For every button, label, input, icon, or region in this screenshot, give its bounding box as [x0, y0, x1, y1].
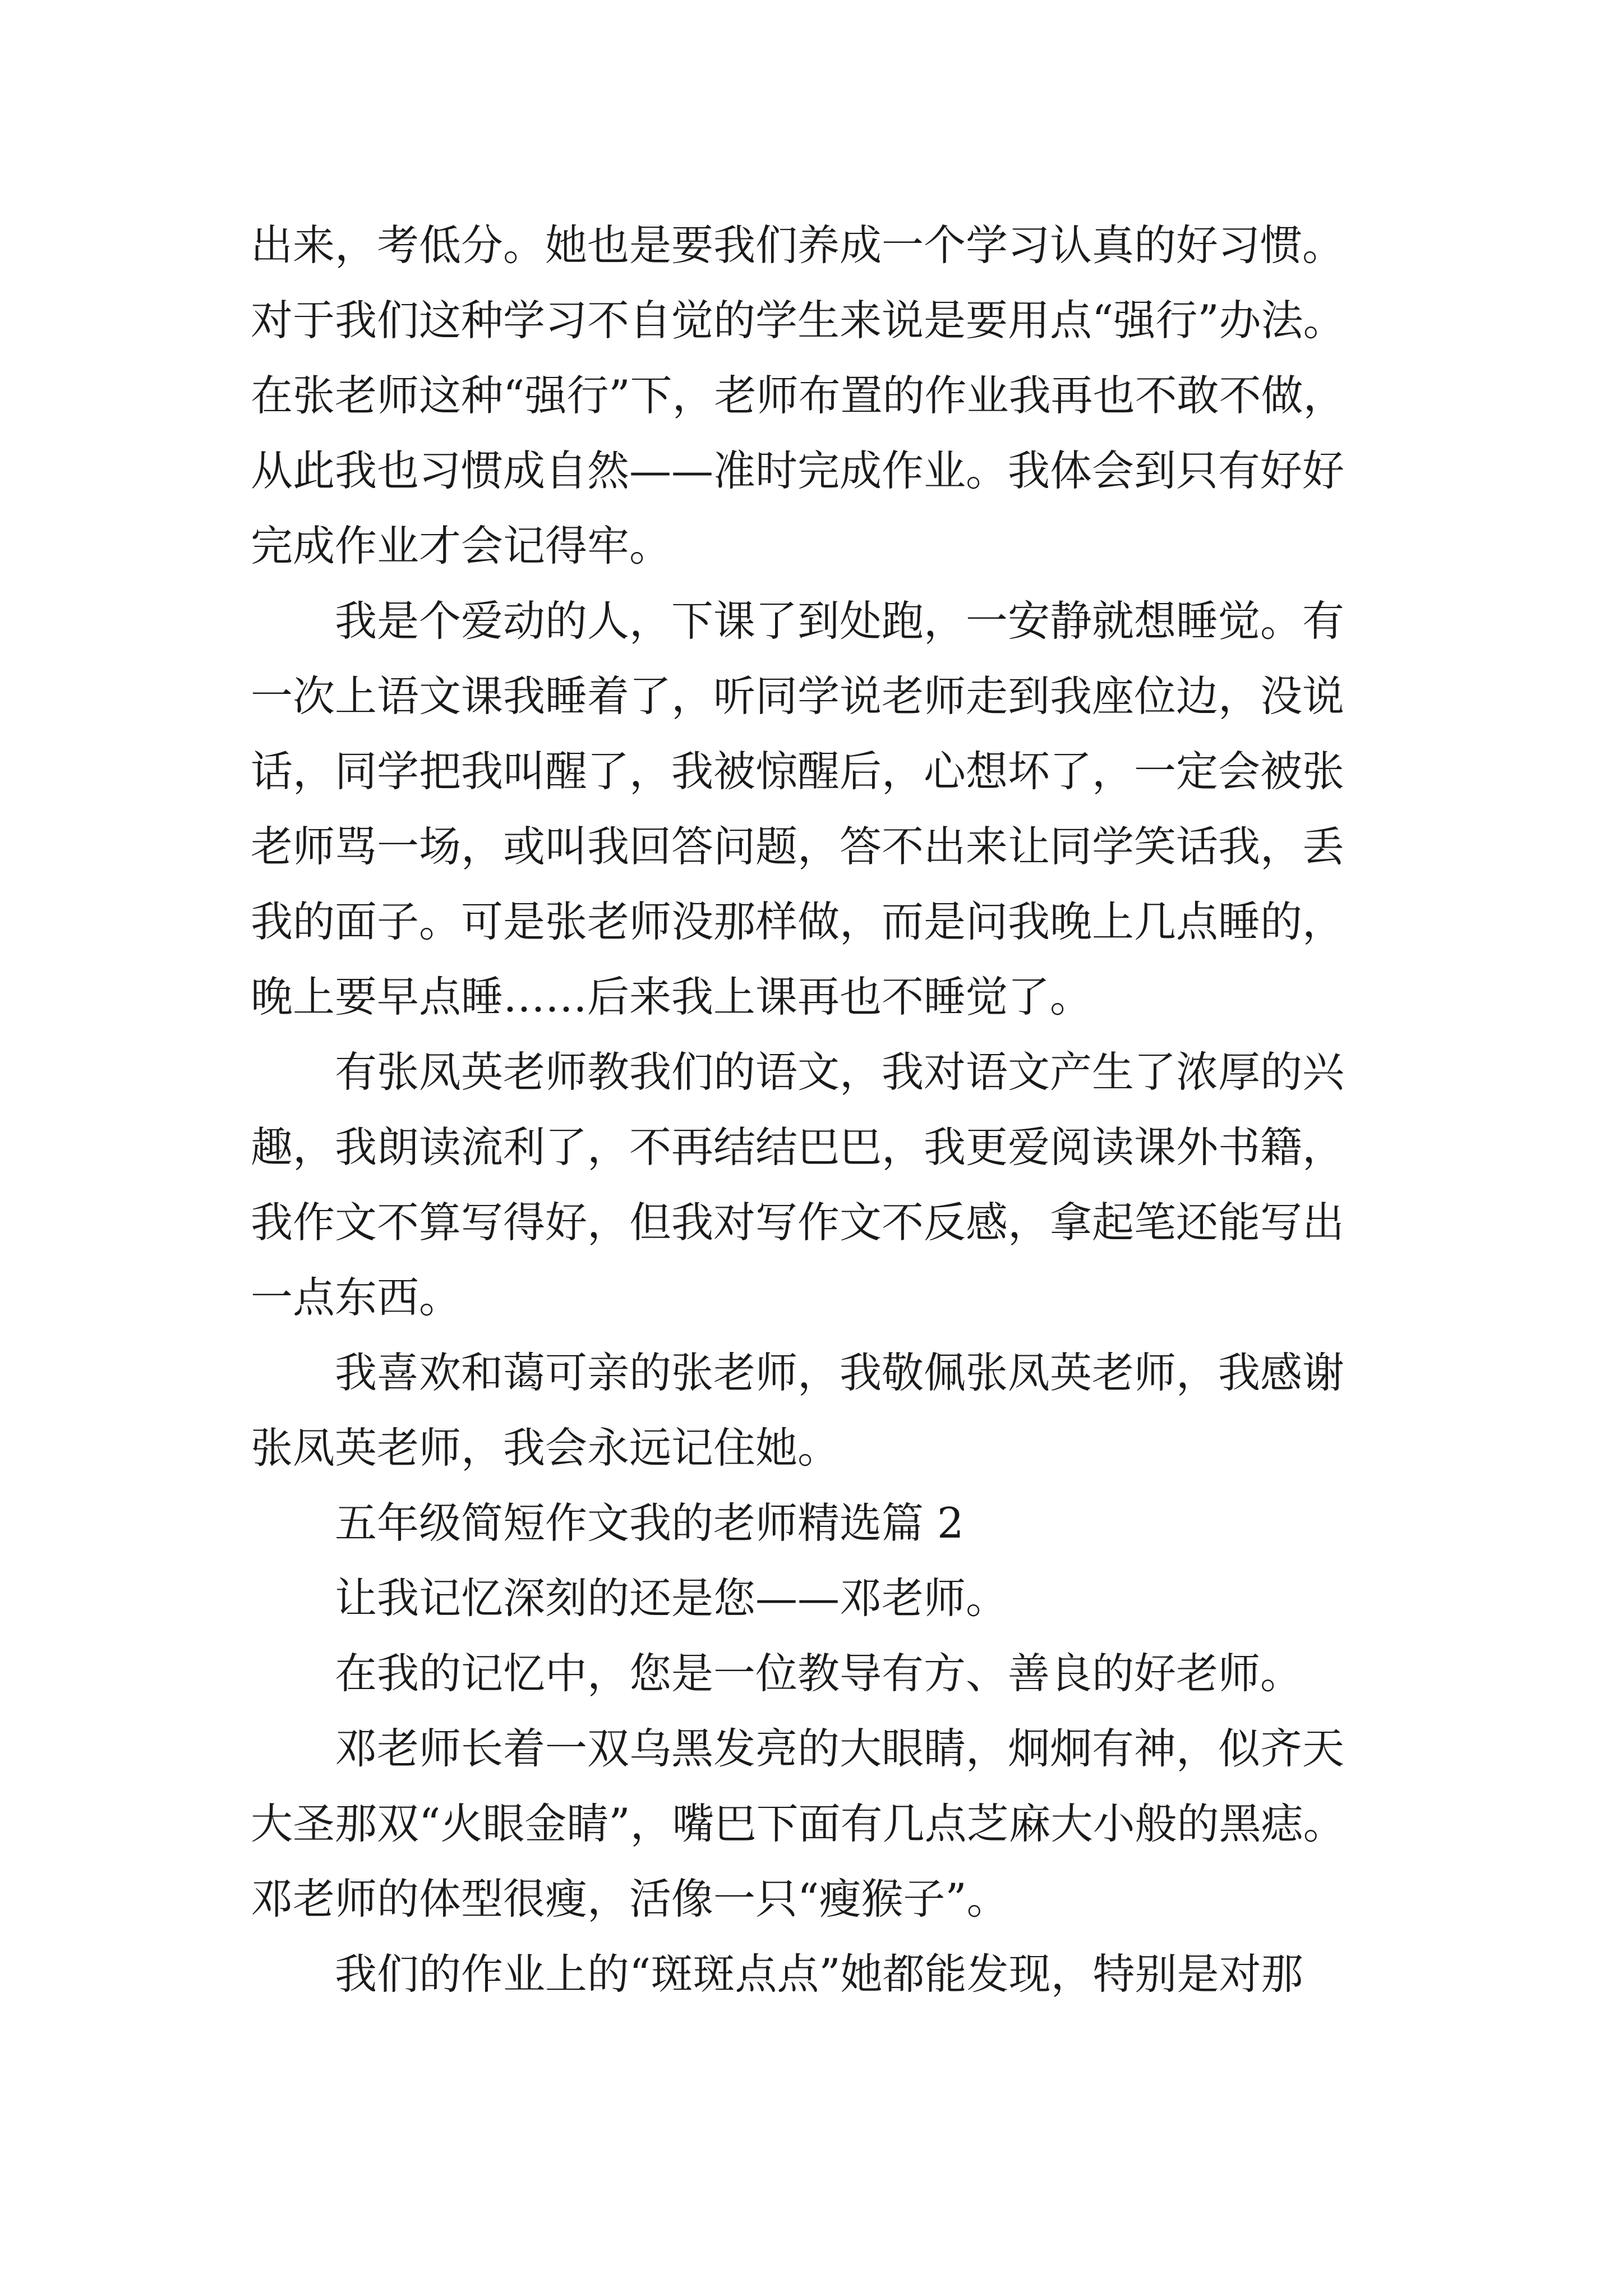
text-line: 从此我也习惯成自然——准时完成作业。我体会到只有好好	[251, 446, 1345, 495]
text-line: 对于我们这种学习不自觉的学生来说是要用点“强行”办法。	[251, 296, 1345, 345]
paragraph-start-line: 我是个爱动的人，下课了到处跑，一安静就想睡觉。有	[335, 596, 1345, 646]
text-line: 话，同学把我叫醒了，我被惊醒后，心想坏了，一定会被张	[251, 747, 1345, 796]
text-line: 张凤英老师，我会永远记住她。	[251, 1423, 840, 1473]
paragraph-start-line: 让我记忆深刻的还是您——邓老师。	[335, 1573, 1008, 1623]
text-line: 大圣那双“火眼金睛”，嘴巴下面有几点芝麻大小般的黑痣。	[251, 1799, 1345, 1848]
text-line: 一次上语文课我睡着了，听同学说老师走到我座位边，没说	[251, 671, 1345, 721]
text-line: 我作文不算写得好，但我对写作文不反感，拿起笔还能写出	[251, 1198, 1345, 1247]
text-line: 晚上要早点睡……后来我上课再也不睡觉了。	[251, 972, 1092, 1022]
text-line: 在张老师这种“强行”下，老师布置的作业我再也不敢不做，	[251, 371, 1345, 420]
text-line: 出来，考低分。她也是要我们养成一个学习认真的好习惯。	[251, 220, 1345, 270]
paragraph-start-line: 在我的记忆中，您是一位教导有方、善良的好老师。	[335, 1649, 1303, 1698]
text-line: 一点东西。	[251, 1273, 462, 1322]
paragraph-start-line: 有张凤英老师教我们的语文，我对语文产生了浓厚的兴	[335, 1047, 1345, 1097]
text-line: 我的面子。可是张老师没那样做，而是问我晚上几点睡的，	[251, 897, 1345, 946]
section-heading: 五年级简短作文我的老师精选篇 2	[335, 1498, 964, 1548]
paragraph-start-line: 我喜欢和蔼可亲的张老师，我敬佩张凤英老师，我感谢	[335, 1348, 1345, 1397]
paragraph-start-line: 邓老师长着一双乌黑发亮的大眼睛，炯炯有神，似齐天	[335, 1724, 1345, 1773]
paragraph-start-line: 我们的作业上的“斑斑点点”她都能发现，特别是对那	[335, 1949, 1303, 1999]
text-line: 完成作业才会记得牢。	[251, 521, 672, 570]
text-line: 邓老师的体型很瘦，活像一只“瘦猴子”。	[251, 1874, 1009, 1924]
text-line: 老师骂一场，或叫我回答问题，答不出来让同学笑话我，丢	[251, 822, 1345, 871]
document-body	[251, 208, 1384, 2012]
text-line: 趣，我朗读流利了，不再结结巴巴，我更爱阅读课外书籍，	[251, 1122, 1345, 1172]
